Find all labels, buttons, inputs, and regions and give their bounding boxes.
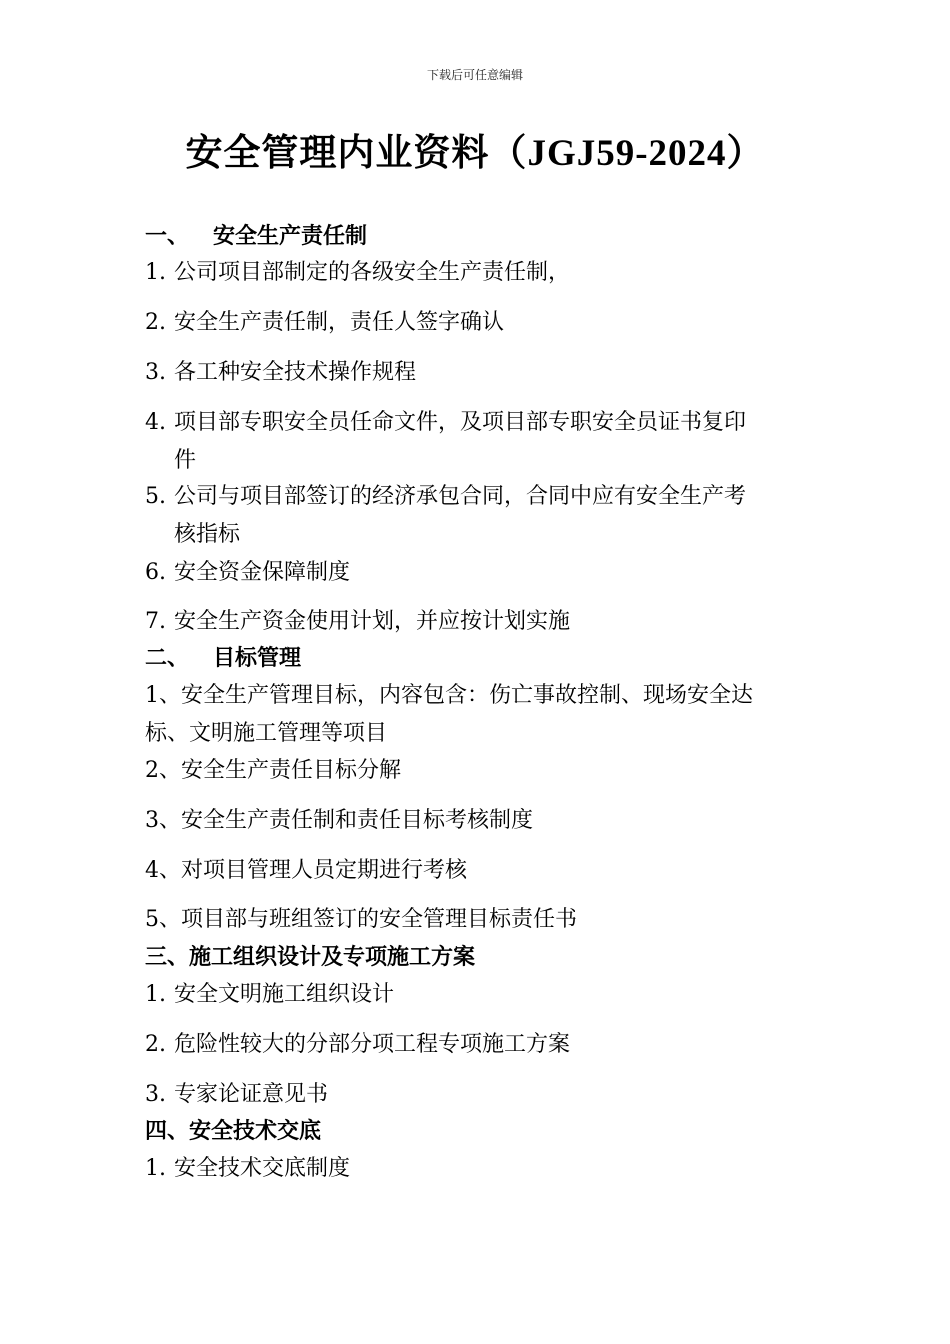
list-item: 7. 安全生产资金使用计划，并应按计划实施: [145, 609, 571, 634]
title-code: JGJ59-2024: [527, 133, 727, 174]
list-item: 2. 安全生产责任制，责任人签字确认: [145, 310, 505, 335]
list-item: 1、安全生产管理目标，内容包含：伤亡事故控制、现场安全达 标、文明施工管理等项目: [145, 683, 753, 746]
document-title: [0, 122, 950, 176]
header-note: 下载后可任意编辑: [426, 68, 523, 82]
list-item: 1. 公司项目部制定的各级安全生产责任制，: [145, 260, 571, 285]
list-item: 2. 危险性较大的分部分项工程专项施工方案: [145, 1032, 571, 1057]
list-item: 3. 专家论证意见书: [145, 1082, 329, 1107]
section-heading: 四、安全技术交底: [145, 1119, 322, 1144]
title-close: ）: [726, 131, 765, 174]
list-item: 3、安全生产责任制和责任目标考核制度: [145, 808, 533, 833]
section-heading: 一、 安全生产责任制: [145, 224, 368, 249]
title-cjk: 安全管理内业资料（: [185, 131, 528, 174]
list-item: 4、对项目管理人员定期进行考核: [145, 858, 467, 883]
list-item: 1. 安全技术交底制度: [145, 1156, 351, 1181]
section-heading: 二、 目标管理: [145, 646, 302, 671]
list-item: 3. 各工种安全技术操作规程: [145, 360, 417, 385]
list-item: 6. 安全资金保障制度: [145, 560, 351, 585]
list-item: 2、安全生产责任目标分解: [145, 758, 401, 783]
section-heading: 三、施工组织设计及专项施工方案: [145, 945, 476, 970]
list-item: 4. 项目部专职安全员任命文件，及项目部专职安全员证书复印 件: [145, 410, 747, 473]
list-item: 1. 安全文明施工组织设计: [145, 982, 395, 1007]
list-item: 5. 公司与项目部签订的经济承包合同，合同中应有安全生产考 核指标: [145, 484, 747, 547]
list-item: 5、项目部与班组签订的安全管理目标责任书: [145, 907, 577, 932]
